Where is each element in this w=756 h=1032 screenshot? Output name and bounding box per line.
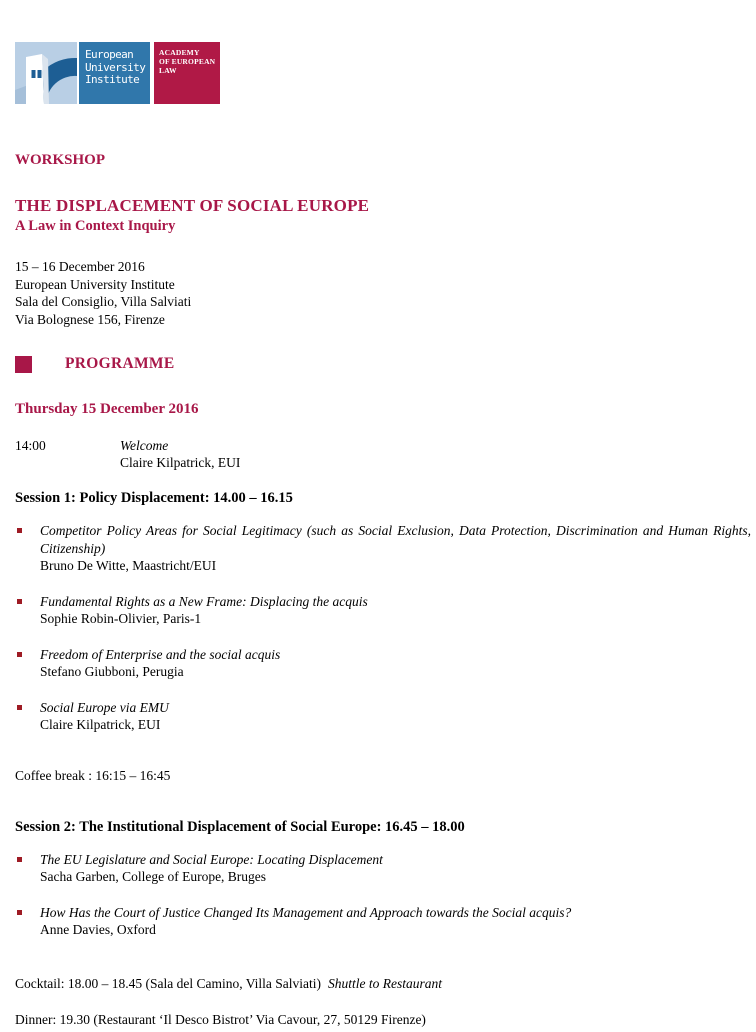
programme-heading-row	[15, 355, 751, 373]
cocktail-text: Cocktail: 18.00 – 18.45 (Sala del Camino, Villa Salviati)	[15, 975, 322, 991]
list-item	[15, 522, 751, 575]
talk-title: Fundamental Rights as a New Frame: Displacing the acquis	[40, 593, 368, 609]
eui-logo	[15, 0, 751, 104]
shuttle-note: Shuttle to Restaurant	[328, 975, 443, 991]
workshop-kicker: WORKSHOP	[15, 152, 106, 168]
list-item	[15, 904, 751, 939]
institute-name-block	[79, 42, 150, 104]
venue-line-dates: 15 – 16 December 2016	[15, 259, 145, 274]
programme-square-bullet-icon	[15, 356, 32, 373]
welcome-title: Welcome	[120, 438, 169, 453]
bullet-square-icon	[17, 652, 22, 657]
talk-speaker: Sacha Garben, College of Europe, Bruges	[40, 869, 267, 884]
institute-name-line: University	[85, 60, 146, 74]
bullet-square-icon	[17, 528, 22, 533]
programme-heading: PROGRAMME	[65, 355, 175, 372]
talk-speaker: Sophie Robin-Olivier, Paris-1	[40, 611, 202, 626]
academy-line: LAW	[159, 66, 177, 75]
talk-title: The EU Legislature and Social Europe: Locating Displacement	[40, 851, 383, 867]
cocktail-line	[15, 975, 751, 992]
academy-line: OF EUROPEAN	[159, 57, 216, 66]
academy-line: ACADEMY	[159, 48, 200, 57]
dinner-line: Dinner: 19.30 (Restaurant ‘Il Desco Bistrot’ Via Cavour, 27, 50129 Firenze)	[15, 1011, 426, 1027]
welcome-body	[120, 437, 240, 471]
talk-title: How Has the Court of Justice Changed Its Management and Approach towards the Social acquis?	[40, 904, 572, 920]
list-item	[15, 593, 751, 628]
welcome-speaker: Claire Kilpatrick, EUI	[120, 455, 241, 470]
bullet-square-icon	[17, 705, 22, 710]
session-2-items	[15, 851, 751, 939]
list-item	[15, 646, 751, 681]
venue-line-institution: European University Institute	[15, 276, 175, 292]
talk-speaker: Bruno De Witte, Maastricht/EUI	[40, 558, 217, 573]
venue-block	[15, 258, 751, 328]
badia-arch-icon	[15, 42, 77, 104]
event-title: THE DISPLACEMENT OF SOCIAL EUROPE	[15, 196, 370, 215]
institute-name-line: European	[85, 48, 134, 61]
talk-speaker: Claire Kilpatrick, EUI	[40, 717, 161, 732]
bullet-square-icon	[17, 910, 22, 915]
bullet-square-icon	[17, 857, 22, 862]
bullet-square-icon	[17, 599, 22, 604]
event-subtitle: A Law in Context Inquiry	[15, 218, 176, 234]
institute-name-line: Institute	[85, 73, 140, 86]
day-heading: Thursday 15 December 2016	[15, 401, 199, 417]
talk-title: Freedom of Enterprise and the social acquis	[40, 646, 281, 662]
welcome-time: 14:00	[15, 438, 46, 453]
coffee-break-line: Coffee break : 16:15 – 16:45	[15, 767, 171, 783]
list-item	[15, 699, 751, 734]
talk-title: Social Europe via EMU	[40, 699, 169, 715]
talk-speaker: Stefano Giubboni, Perugia	[40, 664, 184, 679]
list-item	[15, 851, 751, 886]
venue-line-room: Sala del Consiglio, Villa Salviati	[15, 294, 192, 309]
venue-line-address: Via Bolognese 156, Firenze	[15, 311, 165, 327]
welcome-row	[15, 437, 751, 471]
session-1-heading: Session 1: Policy Displacement: 14.00 – 16.15	[15, 490, 293, 506]
session-2-heading: Session 2: The Institutional Displacement of Social Europe: 16.45 – 18.00	[15, 818, 465, 835]
talk-title: Competitor Policy Areas for Social Legitimacy (such as Social Exclusion, Data Protection, Discrimination and Human Rights, Citizenship)	[40, 523, 751, 556]
talk-speaker: Anne Davies, Oxford	[40, 922, 156, 937]
academy-of-european-law-block	[154, 42, 220, 104]
session-1-items	[15, 522, 751, 734]
